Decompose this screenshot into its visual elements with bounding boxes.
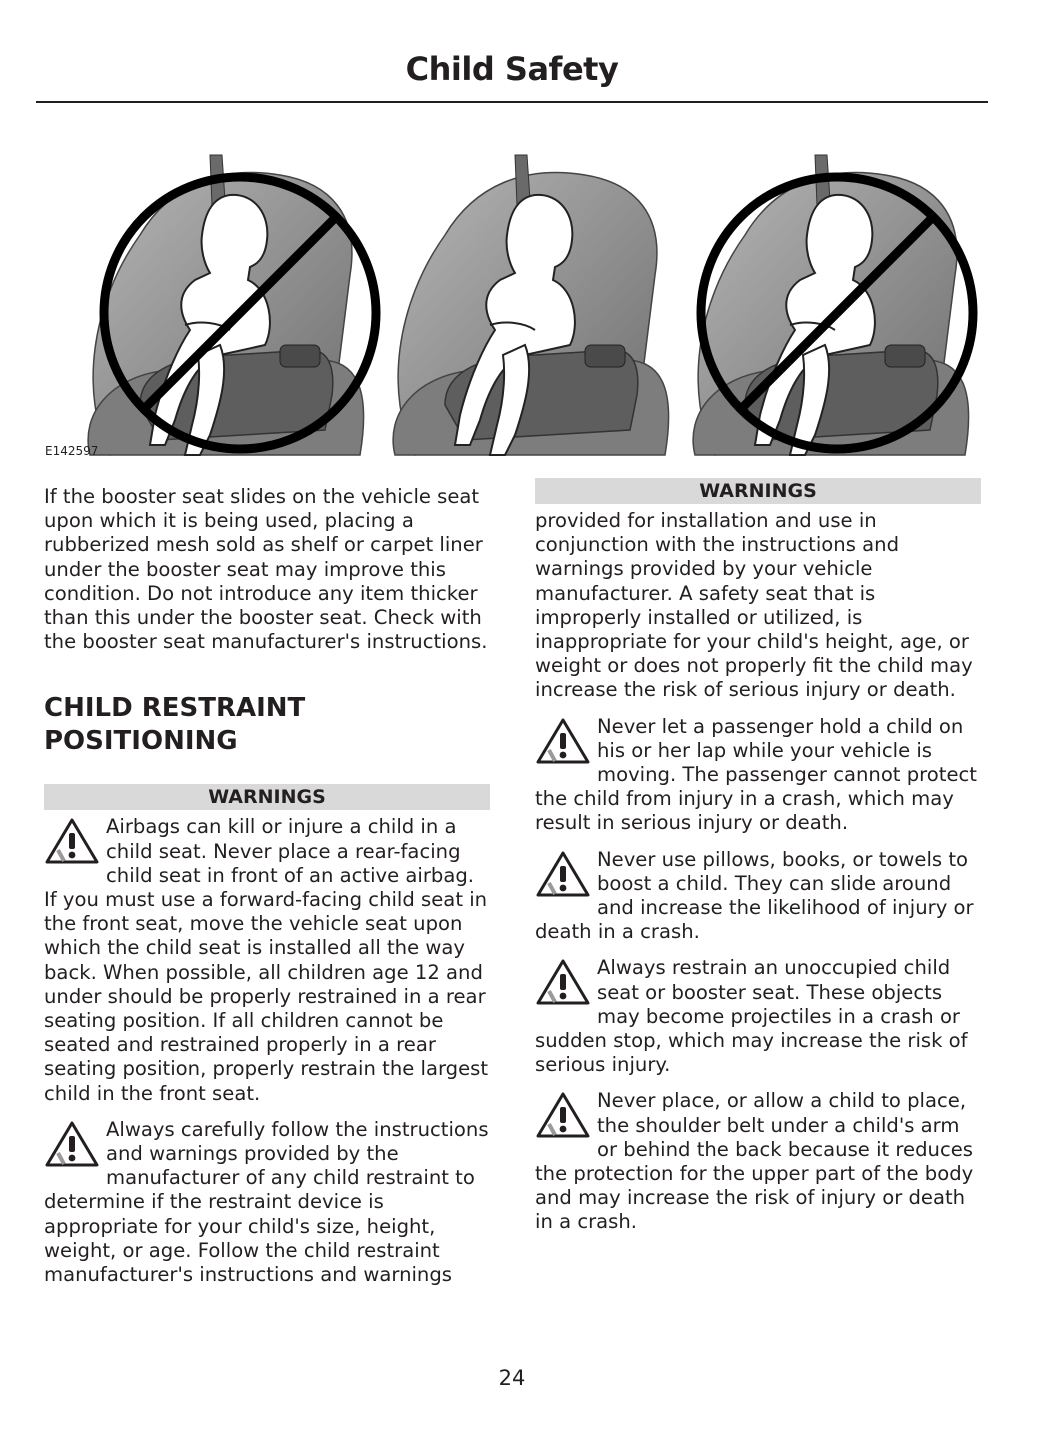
warning-triangle-icon (535, 850, 591, 900)
page-number: 24 (498, 1366, 526, 1390)
warning-item (44, 815, 490, 1105)
warning-item (535, 1089, 981, 1234)
warning-triangle-icon (44, 817, 100, 867)
no-symbol-icon (692, 168, 982, 458)
warning-text: Never let a passenger hold a child on his or her lap while your vehicle is moving. The passenger cannot protect the child from injury in a crash, which may result in serious injury or death. (535, 714, 977, 835)
warning-item (535, 848, 981, 945)
warning-triangle-icon (535, 1091, 591, 1141)
booster-seat-illustration (70, 150, 980, 460)
warning-text: Always carefully follow the instructions and warnings provided by the manufacturer of any child restraint to determine if the restraint device is appropriate for your child's size, height, weight, or age. Follow the child restraint manufacturer's instructions and warnings (44, 1117, 489, 1287)
no-symbol-icon (95, 168, 385, 458)
intro-paragraph: If the booster seat slides on the vehicle seat upon which it is being used, placing a rubberized mesh sold as shelf or carpet liner under the booster seat may improve this condition. Do not introduce any item thicker than this under the booster seat. Check with the booster seat manufacturer's instructions. (44, 485, 488, 654)
warning-item (535, 715, 981, 836)
warning-text: Always restrain an unoccupied child seat or booster seat. These objects may become projectiles in a crash or sudden stop, which may increase the risk of serious injury. (535, 956, 968, 1077)
warning-text: Never use pillows, books, or towels to boost a child. They can slide around and increase the likelihood of injury or death in a crash. (535, 847, 974, 944)
warning-item (44, 1118, 490, 1287)
warnings-bar: WARNINGS (44, 784, 490, 810)
figure-code: E142597 (45, 444, 99, 458)
warnings-bar: WARNINGS (535, 478, 981, 504)
warning-triangle-icon (535, 958, 591, 1008)
warning-text: Never place, or allow a child to place, the shoulder belt under a child's arm or behind the back because it reduces the protection for the upper part of the body and may increase the risk of injury or death in a crash. (535, 1089, 974, 1234)
warning-triangle-icon (44, 1120, 100, 1170)
section-heading: CHILD RESTRAINT POSITIONING (44, 693, 306, 757)
right-column (535, 478, 981, 1247)
warning-item (535, 956, 981, 1077)
warning-triangle-icon (535, 717, 591, 767)
title-rule (36, 101, 988, 103)
left-column (44, 485, 490, 1299)
warning-text: Airbags can kill or injure a child in a child seat. Never place a rear-facing child seat in front of an active airbag. If you must use a forward-facing child seat in the front seat, move the vehicle seat upon which the child seat is installed all the way back. When possible, all children age 12 and under should be properly restrained in a rear seating position. If all children cannot be seated and restrained properly in a rear seating position, properly restrain the largest child in the front seat. (44, 815, 489, 1105)
warning-continuation: provided for installation and use in conjunction with the instructions and warnings provided by your vehicle manufacturer. A safety seat that is improperly installed or utilized, is inappropriate for your child's height, age, or weight or does not properly fit the child may increase the risk of serious injury or death. (535, 509, 973, 702)
page-title: Child Safety (405, 50, 619, 88)
